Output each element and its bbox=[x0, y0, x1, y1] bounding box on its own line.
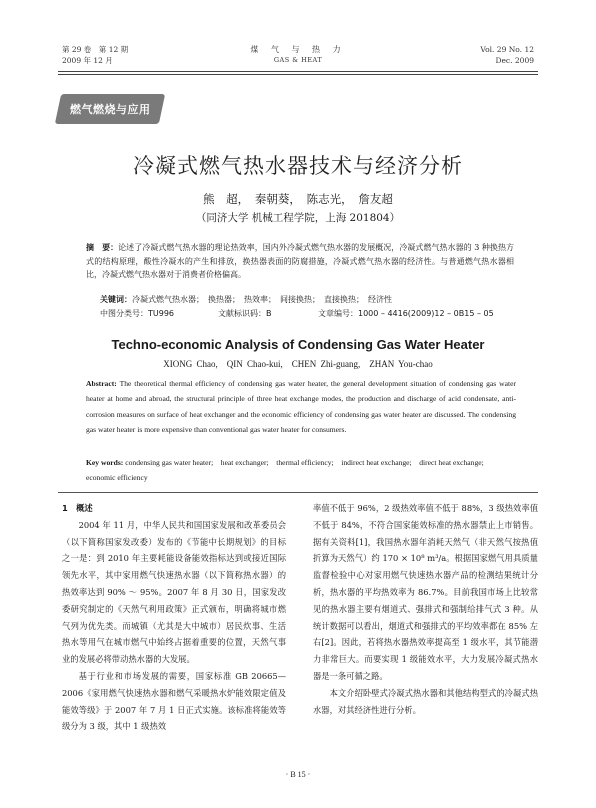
body-paragraph: 率值不低于 96%，2 级热效率值不低于 88%，3 级热效率值不低于 84%，不符合国家能效标准的热水器禁止上市销售。据有关资料[1]，我国热水器年消耗天然气（非天然气按热值折算为天然气）约 170 × 10⁸ m³/a。根据国家燃气用具质量监督检验中心对家用燃气快速热水器产品的检测结果统计分析，热水器的平均热效率为 86.7%。目前我国市场上比较常见的热水器主要有烟道式、强排式和强制给排气式 3 种。从统计数据可以看出，烟道式和强排式的平均效率都在 85% 左右[2]。因此，若将热水器热效率提高至 1 级水平，其节能潜力非常巨大。而要实现 1 级能效水平，大力发展冷凝式热水器是一条可循之路。 bbox=[313, 503, 538, 681]
article-number: 文章编号：1000 – 4416(2009)12 – 0B15 – 05 bbox=[318, 309, 494, 318]
issue-date: 2009 年 12 月 bbox=[62, 56, 113, 65]
header-rule-thin bbox=[58, 74, 538, 75]
keywords-cn-text: 冷凝式燃气热水器； 换热器； 热效率； 间接换热； 直接换热； 经济性 bbox=[132, 295, 392, 304]
volume-issue: 第 29 卷 第 12 期 bbox=[62, 45, 129, 54]
author-affiliation: （同济大学 机械工程学院，上海 201804） bbox=[195, 212, 401, 224]
body-paragraph: 本文介绍卧壁式冷凝式热水器和其他结构型式的冷凝式热水器，对其经济性进行分析。 bbox=[313, 687, 538, 715]
body-paragraph: 基于行业和市场发展的需要，国家标准 GB 20665—2006《家用燃气快速热水器和燃气采暖热水炉能效限定值及能效等级》于 2007 年 7 月 1 日正式实施。该标准将能效等级分为 3 级，其中 1 级热效 bbox=[62, 670, 286, 732]
section-heading: 1 概述 bbox=[62, 503, 93, 513]
keywords-en-text: condensing gas water heater; heat exchanger; thermal efficiency; indirect heat exchange; direct heat exchange; economic efficiency bbox=[86, 458, 492, 482]
volume-issue-en: Vol. 29 No. 12 bbox=[480, 45, 534, 54]
keywords-cn-label: 关键词： bbox=[100, 295, 132, 304]
keywords-cn bbox=[100, 294, 520, 306]
issue-date-en: Dec. 2009 bbox=[495, 56, 534, 65]
document-code: 文献标识码：B bbox=[218, 309, 272, 318]
class-number: 中图分类号：TU996 bbox=[100, 309, 175, 318]
abstract-en-text: The theoretical thermal efficiency of condensing gas water heater, the general development situation of condensing gas water heater at home and abroad, the structural principle of three heat exchange modes, the production and discharge of acid condensate, anti-corrosion measures on surface of heat exchanger and the economic efficiency of condensing gas water heater are discussed. The condensing gas water heater is more expensive than conventional gas water heater for consumers. bbox=[86, 379, 516, 434]
body-column-right bbox=[313, 500, 538, 718]
abstract-en-label: Abstract: bbox=[86, 379, 117, 388]
classification-line bbox=[100, 308, 520, 320]
abstract-cn-label: 摘 要： bbox=[86, 243, 119, 252]
english-title: Techno-economic Analysis of Condensing Gas Water Heater bbox=[111, 337, 485, 352]
journal-name-cn: 煤 气 与 热 力 bbox=[250, 45, 346, 54]
journal-issue-info-en bbox=[480, 44, 534, 66]
page-number: · B 15 · bbox=[285, 770, 311, 779]
article-title: 冷凝式燃气热水器技术与经济分析 bbox=[133, 154, 463, 178]
keywords-en bbox=[86, 455, 516, 485]
abstract-cn-text: 论述了冷凝式燃气热水器的理论热效率，国内外冷凝式燃气热水器的发展概况，冷凝式燃气热水器的 3 种换热方式的结构原理，酸性冷凝水的产生和排放，换热器表面的防腐措施，冷凝式燃气热水器的经济性。与普通燃气热水器相比，冷凝式燃气热水器对于消费者价格偏高。 bbox=[86, 243, 515, 279]
abstract-en bbox=[86, 376, 516, 437]
body-paragraph: 2004 年 11 月，中华人民共和国国家发展和改革委员会（以下简称国家发改委）发布的《节能中长期规划》的目标之一是：到 2010 年主要耗能设备能效指标达到或接近国际领先水平，其中家用燃气快速热水器（以下简称热水器）的热效率达到 90% ～ 95%。2007 年 8 月 30 日，国家发改委研究制定的《天然气利用政策》正式颁布，明确将城市燃气列为优先类。而城镇（尤其是大中城市）居民炊事、生活热水等用气在城市燃气中始终占据着重要的位置，天然气事业的发展必将带动热水器的大发展。 bbox=[62, 519, 286, 665]
article-authors: 熊 超， 秦朝葵， 陈志光， 詹友超 bbox=[203, 192, 393, 206]
abstract-divider bbox=[58, 492, 538, 493]
keywords-en-label: Key words: bbox=[86, 458, 124, 467]
body-column-left bbox=[62, 500, 286, 735]
section-badge-label: 燃气燃烧与应用 bbox=[70, 103, 151, 116]
journal-name-en: GAS & HEAT bbox=[273, 56, 323, 64]
header-rule bbox=[58, 71, 538, 72]
english-authors: XIONG Chao, QIN Chao-kui, CHEN Zhi-guang, ZHAN You-chao bbox=[163, 359, 433, 369]
abstract-cn bbox=[86, 241, 514, 282]
